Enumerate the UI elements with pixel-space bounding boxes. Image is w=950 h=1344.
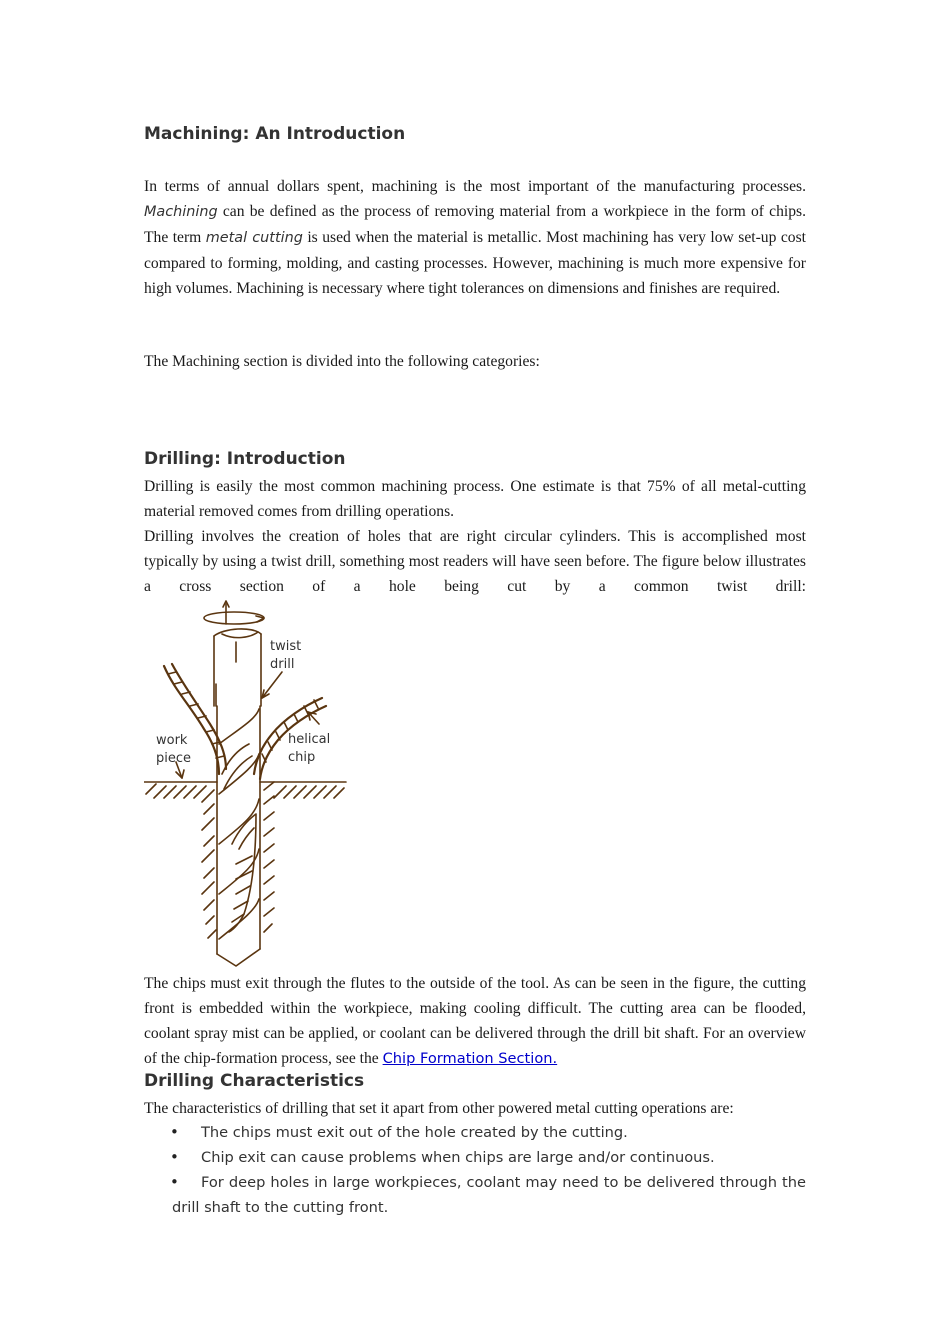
bullet-icon: • — [170, 1148, 179, 1166]
twist-drill-figure — [144, 594, 349, 972]
categories-paragraph: The Machining section is divided into the following categories: — [144, 353, 540, 370]
term-machining: Machining — [144, 204, 218, 220]
label-chip: chip — [288, 750, 316, 765]
drilling-paragraph-1: Drilling is easily the most common machining process. One estimate is that 75% of all metal-cutting material removed comes from drilling operations. — [144, 478, 806, 520]
term-metal-cutting: metal cutting — [205, 230, 303, 246]
list-item — [144, 1120, 806, 1145]
characteristics-intro: The characteristics of drilling that set it apart from other powered metal cutting operations are: — [144, 1100, 734, 1117]
list-item-text: Chip exit can cause problems when chips are large and/or continuous. — [201, 1149, 715, 1166]
label-work: work — [156, 733, 188, 748]
intro-text-c: is used when the material is metallic. Most machining has very low set-up cost compared to forming, molding, and casting processes. However, machining is much more expensive for high volumes. Machining is necessary where tight tolerances on dimensions and finishes are required. — [144, 229, 806, 297]
bullet-icon: • — [170, 1123, 179, 1141]
drilling-paragraph-2: Drilling involves the creation of holes that are right circular cylinders. This is accomplished most typically by using a twist drill, something most readers will have seen before. The figure below illustrates a cross section of a hole being cut by a common twist drill: — [144, 528, 806, 595]
label-drill: drill — [270, 657, 295, 672]
drilling-paragraph-3 — [144, 971, 806, 1071]
chip-formation-link[interactable]: Chip Formation Section. — [382, 1050, 558, 1067]
intro-paragraph — [144, 174, 806, 301]
label-piece: piece — [156, 751, 192, 766]
list-item — [144, 1170, 806, 1220]
list-item-text: The chips must exit out of the hole created by the cutting. — [201, 1124, 628, 1141]
page-title: Machining: An Introduction — [144, 124, 406, 144]
characteristics-heading: Drilling Characteristics — [144, 1071, 365, 1091]
label-twist: twist — [270, 639, 302, 654]
drilling-heading: Drilling: Introduction — [144, 449, 346, 469]
characteristics-list — [144, 1120, 806, 1220]
drilling-paragraph-3-text: The chips must exit through the flutes to the outside of the tool. As can be seen in the figure, the cutting front is embedded within the workpiece, making cooling difficult. The cutting area can be flooded, coolant spray mist can be applied, or coolant can be delivered through the drill bit shaft. For an overview of the chip-formation process, see the — [144, 975, 806, 1067]
list-item — [144, 1145, 806, 1170]
bullet-icon: • — [170, 1173, 179, 1191]
label-helical: helical — [288, 732, 331, 747]
list-item-text: For deep holes in large workpieces, coolant may need to be delivered through the drill shaft to the cutting front. — [172, 1174, 806, 1216]
intro-text-a: In terms of annual dollars spent, machining is the most important of the manufacturing processes. — [144, 178, 806, 195]
intro-text-b: can be defined as the process of removing material from a workpiece in the form of chips. The term — [144, 203, 806, 246]
